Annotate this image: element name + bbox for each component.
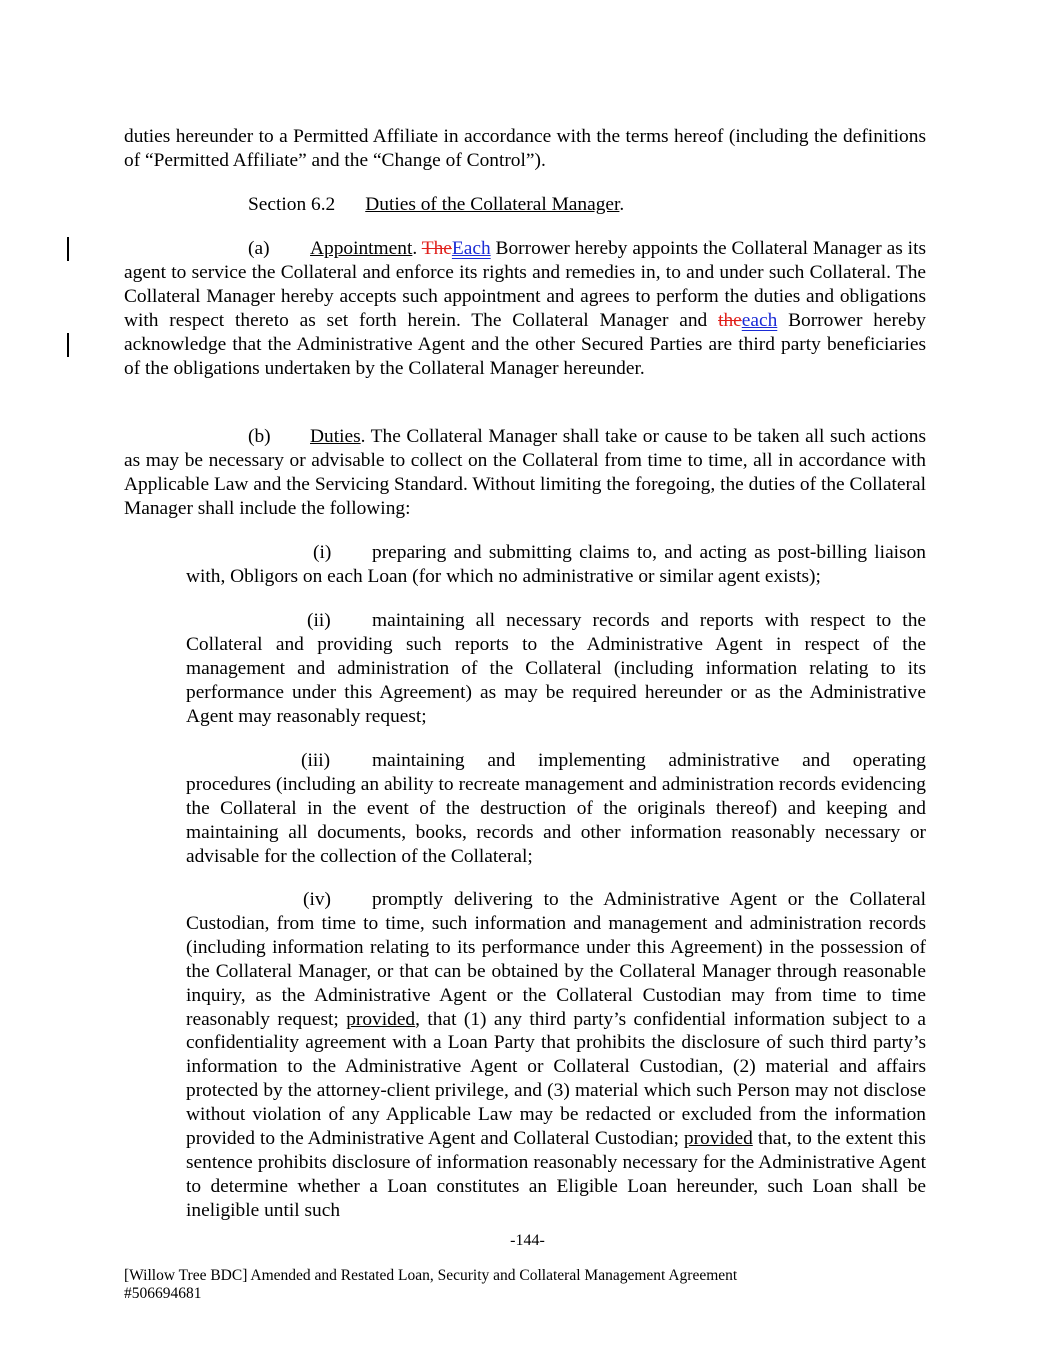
subparagraph-iii	[186, 749, 926, 869]
subparagraph-text: maintaining and implementing administrative and operating procedures (including an ability to recreate management and administration records evidencing the Collateral in the event of the destruction of the originals thereof) and keeping and maintaining all documents, books, records and other information reasonably necessary or advisable for the collection of the Collateral;	[186, 750, 926, 867]
subparagraph-label: (iv)	[303, 889, 331, 910]
provided-term: provided	[346, 1008, 416, 1030]
change-bar	[67, 333, 69, 357]
document-footer	[124, 1267, 737, 1303]
intro-paragraph	[124, 125, 926, 173]
paragraph-b-label: (b)	[248, 426, 271, 447]
inserted-text: Each	[451, 238, 491, 259]
subparagraph-text: promptly delivering to the Administrative Agent or the Collateral Custodian, from time to time, such information and management and administration records (including information relating to its performance under this Agreement) in the possession of the Collateral Manager, or that can be obtained by the Collateral Manager through reasonable inquiry, as the Administrative Agent or the Collateral Custodian may from time to time reasonably request;	[186, 889, 926, 1030]
deleted-text: The	[421, 238, 452, 259]
paragraph-b	[124, 425, 926, 521]
section-title-suffix: .	[619, 194, 625, 215]
page-number: -144-	[510, 1232, 545, 1249]
paragraph-b-text: The Collateral Manager shall take or cause to be taken all such actions as may be necessary or advisable to collect on the Collateral from time to time, all in accordance with Applicable Law and the Servicing Standard. Without limiting the foregoing, the duties of the Collateral Manager shall include the following:	[124, 426, 926, 519]
subparagraph-label: (i)	[313, 542, 332, 563]
footer-doc-id: #506694681	[124, 1285, 202, 1302]
subparagraph-text: that, to the extent this sentence prohibits disclosure of information reasonably necessary for the Administrative Agent to determine whether a Loan constitutes an Eligible Loan hereunder, such Loan shall be ineligible until such	[186, 1128, 926, 1221]
subparagraph-iv	[186, 888, 926, 1223]
subparagraph-i	[186, 541, 926, 589]
inserted-text: each	[741, 309, 778, 331]
section-title: Duties of the Collateral Manager	[365, 194, 620, 215]
change-bar	[67, 237, 69, 261]
paragraph-a-label: (a)	[248, 238, 270, 259]
subparagraph-label: (ii)	[307, 610, 331, 631]
paragraph-b-heading: Duties	[310, 426, 361, 447]
heading-suffix: .	[412, 238, 418, 259]
paragraph-a-text: Borrower hereby acknowledge that the Administrative Agent and the other Secured Parties are third party beneficiaries of the obligations undertaken by the Collateral Manager hereunder.	[124, 309, 926, 379]
heading-suffix: .	[360, 426, 366, 447]
intro-text: duties hereunder to a Permitted Affiliate in accordance with the terms hereof (including the definitions of “Permitted Affiliate” and the “Change of Control”).	[124, 126, 926, 171]
deleted-text: the	[718, 309, 742, 331]
section-number: Section 6.2	[248, 194, 336, 215]
section-heading	[248, 193, 624, 217]
subparagraph-text: maintaining all necessary records and reports with respect to the Collateral and providing such reports to the Administrative Agent in respect of the management and administration of the Collateral (including information relating to its performance under this Agreement) as may be required hereunder or as the Administrative Agent may reasonably request;	[186, 610, 926, 727]
footer-title: [Willow Tree BDC] Amended and Restated Loan, Security and Collateral Management Agreement	[124, 1267, 738, 1284]
paragraph-a-text: Borrower hereby appoints the Collateral Manager as its agent to service the Collateral and enforce its rights and remedies in, to and under such Collateral. The Collateral Manager hereby accepts such appointment and agrees to perform the duties and obligations with respect thereto as set forth herein. The Collateral Manager and	[124, 238, 926, 331]
provided-term: provided	[683, 1128, 753, 1150]
subparagraph-text: preparing and submitting claims to, and acting as post-billing liaison with, Obligors on each Loan (for which no administrative or similar agent exists);	[186, 542, 926, 587]
paragraph-a	[124, 237, 926, 380]
subparagraph-ii	[186, 609, 926, 729]
subparagraph-text: , that (1) any third party’s confidential information subject to a confidentiality agreement with a Loan Party that prohibits the disclosure of such third party’s information to the Administrative Agent or Collateral Custodian, (2) material and affairs protected by the attorney-client privilege, and (3) material which such Person may not disclose without violation of any Applicable Law may be redacted or excluded from the information provided to the Administrative Agent and Collateral Custodian;	[186, 1008, 926, 1150]
paragraph-a-heading: Appointment	[310, 238, 413, 259]
subparagraph-label: (iii)	[301, 750, 331, 771]
